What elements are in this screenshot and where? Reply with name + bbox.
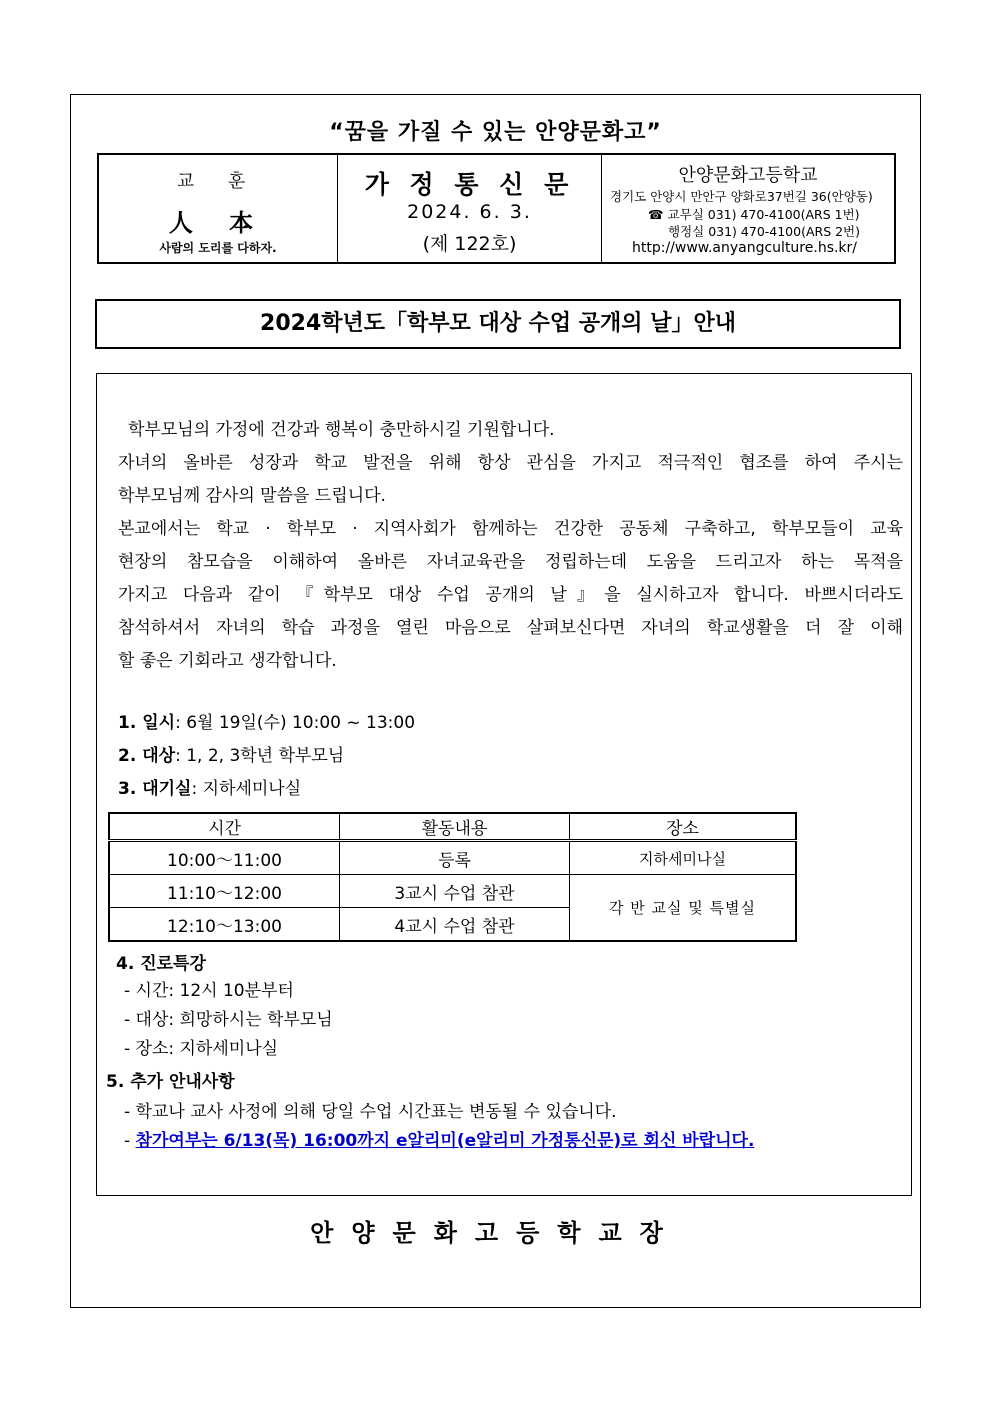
motto: 人 本 <box>168 209 268 237</box>
table-header-row <box>109 813 796 841</box>
doc-info-cell <box>338 155 602 262</box>
extra-note1: - 학교나 교사 사정에 의해 당일 수업 시간표는 변동될 수 있습니다. <box>124 1102 617 1122</box>
item-target-value: : 1, 2, 3학년 학부모님 <box>175 746 345 766</box>
doc-date: 2024. 6. 3. <box>407 201 532 223</box>
row-activity: 4교시 수업 참관 <box>340 908 570 942</box>
row-time: 10:00～11:00 <box>109 841 340 875</box>
para3-line1: 본교에서는 학교 · 학부모 · 지역사회가 함께하는 건강한 공동체 구축하고, 학부모들이 교육 <box>118 519 903 539</box>
motto-label: 교 훈 <box>176 171 260 192</box>
para3-line4: 참석하셔서 자녀의 학습 과정을 열린 마음으로 살펴보신다면 자녀의 학교생활을 더 잘 이해 <box>118 618 903 638</box>
career-place: - 장소: 지하세미나실 <box>124 1039 279 1059</box>
row-time: 11:10～12:00 <box>109 875 340 908</box>
table-row <box>109 841 796 875</box>
office-phone: ☎ 교무실 031) 470-4100(ARS 1번) <box>648 207 860 222</box>
reply-deadline-link[interactable]: 참가여부는 6/13(목) 16:00까지 e알리미(e알리미 가정통신문)로 회신 바랍니다. <box>135 1131 755 1151</box>
body-paragraphs <box>118 414 903 678</box>
item-target <box>118 741 344 766</box>
row-activity: 3교시 수업 참관 <box>340 875 570 908</box>
row-time: 12:10～13:00 <box>109 908 340 942</box>
extra-label: 5. 추가 안내사항 <box>106 1072 235 1092</box>
item-waiting-room <box>118 774 301 799</box>
letter-header <box>97 153 896 264</box>
doc-type: 가 정 통 신 문 <box>364 170 575 199</box>
notice-body <box>96 373 912 1196</box>
admin-phone: 행정실 031) 470-4100(ARS 2번) <box>668 224 861 239</box>
item-waiting-value: : 지하세미나실 <box>191 779 302 799</box>
school-slogan: “꿈을 가질 수 있는 안양문화고” <box>329 120 662 145</box>
row-activity: 등록 <box>340 841 570 875</box>
para3-line5: 할 좋은 기회라고 생각합니다. <box>118 651 337 671</box>
para3-line3: 가지고 다음과 같이 『학부모 대상 수업 공개의 날』을 실시하고자 합니다. 바쁘시더라도 <box>118 585 903 605</box>
table-row <box>109 875 796 908</box>
school-name: 안양문화고등학교 <box>678 165 818 186</box>
header-time: 시간 <box>109 813 340 841</box>
notice-title: 2024학년도「학부모 대상 수업 공개의 날」안내 <box>95 299 901 349</box>
item-target-label: 2. 대상 <box>118 746 176 766</box>
school-info-cell <box>602 155 894 262</box>
row-place: 각 반 교실 및 특별실 <box>570 875 797 942</box>
motto-subtitle: 사람의 도리를 다하자. <box>159 241 277 255</box>
para1: 학부모님의 가정에 건강과 행복이 충만하시길 기원합니다. <box>128 420 555 440</box>
item-waiting-label: 3. 대기실 <box>118 779 192 799</box>
motto-cell <box>99 155 338 262</box>
row-place: 지하세미나실 <box>570 841 797 875</box>
document-frame <box>70 94 921 1308</box>
principal-signature: 안양문화고등학교장 <box>310 1219 681 1247</box>
extra-note2 <box>124 1126 754 1151</box>
school-address: 경기도 안양시 만안구 양화로37번길 36(안양동) <box>610 189 873 204</box>
header-activity: 활동내용 <box>340 813 570 841</box>
career-time: - 시간: 12시 10분부터 <box>124 981 294 1001</box>
schedule-table <box>108 812 797 942</box>
para2-line2: 학부모님께 감사의 말씀을 드립니다. <box>118 486 386 506</box>
school-website[interactable]: http://www.anyangculture.hs.kr/ <box>632 240 858 256</box>
career-target: - 대상: 희망하시는 학부모님 <box>124 1010 333 1030</box>
para2-line1: 자녀의 올바른 성장과 학교 발전을 위해 항상 관심을 가지고 적극적인 협조를 하여 주시는 <box>118 453 903 473</box>
para3-line2: 현장의 참모습을 이해하여 올바른 자녀교육관을 정립하는데 도움을 드리고자 하는 목적을 <box>118 552 903 572</box>
item-date-label: 1. 일시 <box>118 713 176 733</box>
doc-issue-number: (제 122호) <box>422 233 517 255</box>
extra-note2-dash: - <box>124 1131 131 1151</box>
item-date <box>118 708 415 733</box>
career-label: 4. 진로특강 <box>116 954 206 974</box>
header-place: 장소 <box>570 813 797 841</box>
item-date-value: : 6월 19일(수) 10:00 ~ 13:00 <box>175 713 416 733</box>
